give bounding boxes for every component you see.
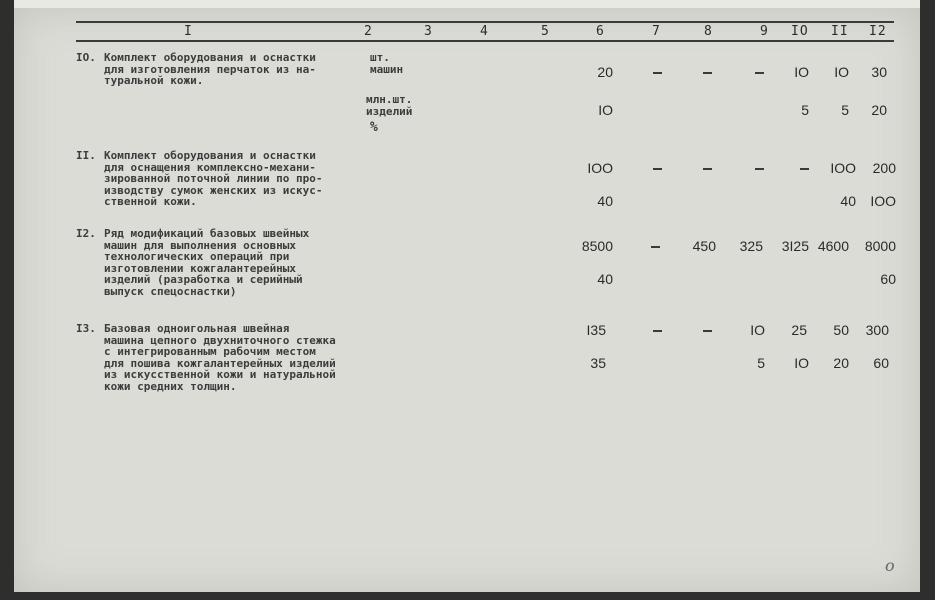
col-header-10: IO [791, 24, 809, 39]
col-header-8: 8 [704, 24, 713, 39]
row-13-a-col9: IO [750, 322, 765, 338]
row-10-b-col11: 5 [841, 102, 849, 118]
row-12-b-col6: 40 [597, 271, 613, 287]
row-13-description: Базовая одноигольная швейная машина цепного двухниточного стежка с интегрированным рабочим местом для пошива кожгалантерейных изделий из искусственной кожи и натуральной кожи средних толщин. [104, 322, 336, 393]
row-10-unit-machines: шт. машин [370, 51, 404, 76]
row-13-b-col6: 35 [590, 355, 606, 371]
row-10-a-col8-dash [703, 72, 712, 74]
row-12-a-col12: 8000 [864, 238, 896, 254]
col-header-1: I [184, 24, 193, 39]
row-10-b-col10: 5 [801, 102, 809, 118]
row-10-a-col12: 30 [871, 64, 887, 80]
col-header-6: 6 [596, 24, 605, 39]
header-bottom-rule [76, 40, 894, 42]
row-11-a-col11: IOO [830, 160, 856, 176]
row-10-description: Комплект оборудования и оснастки для изготовления перчаток из на- туральной кожи. [104, 51, 316, 88]
header-top-rule [76, 21, 894, 23]
row-10-a-col7-dash [653, 72, 662, 74]
row-11-number: II. [76, 149, 96, 162]
row-13-b-col11: 20 [833, 355, 849, 371]
row-11-a-col6: IOO [587, 160, 613, 176]
col-header-3: 3 [424, 24, 433, 39]
row-12-b-col12: 60 [880, 271, 896, 287]
row-11-a-col8-dash [703, 168, 712, 170]
row-11-description: Комплект оборудования и оснастки для оснащения комплексно-механи- зированной поточной линии по про- изводству сумок женских из искус- ственной кожи. [104, 149, 323, 209]
row-13-a-col8-dash [703, 330, 712, 332]
row-13-b-col9: 5 [757, 355, 765, 371]
row-13-a-col6: I35 [586, 322, 606, 338]
row-10-b-col12: 20 [871, 102, 887, 118]
corner-pencil-mark: о [885, 556, 895, 575]
col-header-4: 4 [480, 24, 489, 39]
row-10-unit-percent: % [370, 120, 378, 135]
row-10-a-col6: 20 [597, 64, 613, 80]
row-10-a-col11: IO [834, 64, 849, 80]
row-13-a-col12: 300 [865, 322, 889, 338]
col-header-12: I2 [869, 24, 887, 39]
row-10-a-col10: IO [794, 64, 809, 80]
row-11-b-col6: 40 [597, 193, 613, 209]
row-13-b-col10: IO [794, 355, 809, 371]
col-header-9: 9 [760, 24, 769, 39]
row-11-a-col12: 200 [872, 160, 896, 176]
col-header-2: 2 [364, 24, 373, 39]
row-12-a-col7-dash [651, 246, 660, 248]
row-12-a-col8: 450 [692, 238, 716, 254]
row-12-description: Ряд модификаций базовых швейных машин для выполнения основных технологических операций при изготовлении кожгалантерейных изделий (разработка и серийный выпуск спецоснастки) [104, 227, 310, 298]
row-12-a-col10: 3I25 [781, 238, 809, 254]
row-11-b-col12: IOO [870, 193, 896, 209]
row-10-unit-items: млн.шт. изделий [366, 93, 413, 118]
document-page [14, 8, 920, 592]
row-11-a-col7-dash [653, 168, 662, 170]
row-13-number: I3. [76, 322, 96, 335]
row-11-a-col9-dash [755, 168, 764, 170]
row-12-a-col6: 8500 [581, 238, 613, 254]
col-header-7: 7 [652, 24, 661, 39]
row-13-a-col7-dash [653, 330, 662, 332]
row-12-a-col9: 325 [739, 238, 763, 254]
row-13-a-col10: 25 [791, 322, 807, 338]
row-11-b-col11: 40 [840, 193, 856, 209]
col-header-5: 5 [541, 24, 550, 39]
row-12-number: I2. [76, 227, 96, 240]
row-13-a-col11: 50 [833, 322, 849, 338]
row-13-b-col12: 60 [873, 355, 889, 371]
row-12-a-col11: 4600 [817, 238, 849, 254]
col-header-11: II [831, 24, 849, 39]
row-10-b-col6: IO [598, 102, 613, 118]
row-10-number: IO. [76, 51, 96, 64]
